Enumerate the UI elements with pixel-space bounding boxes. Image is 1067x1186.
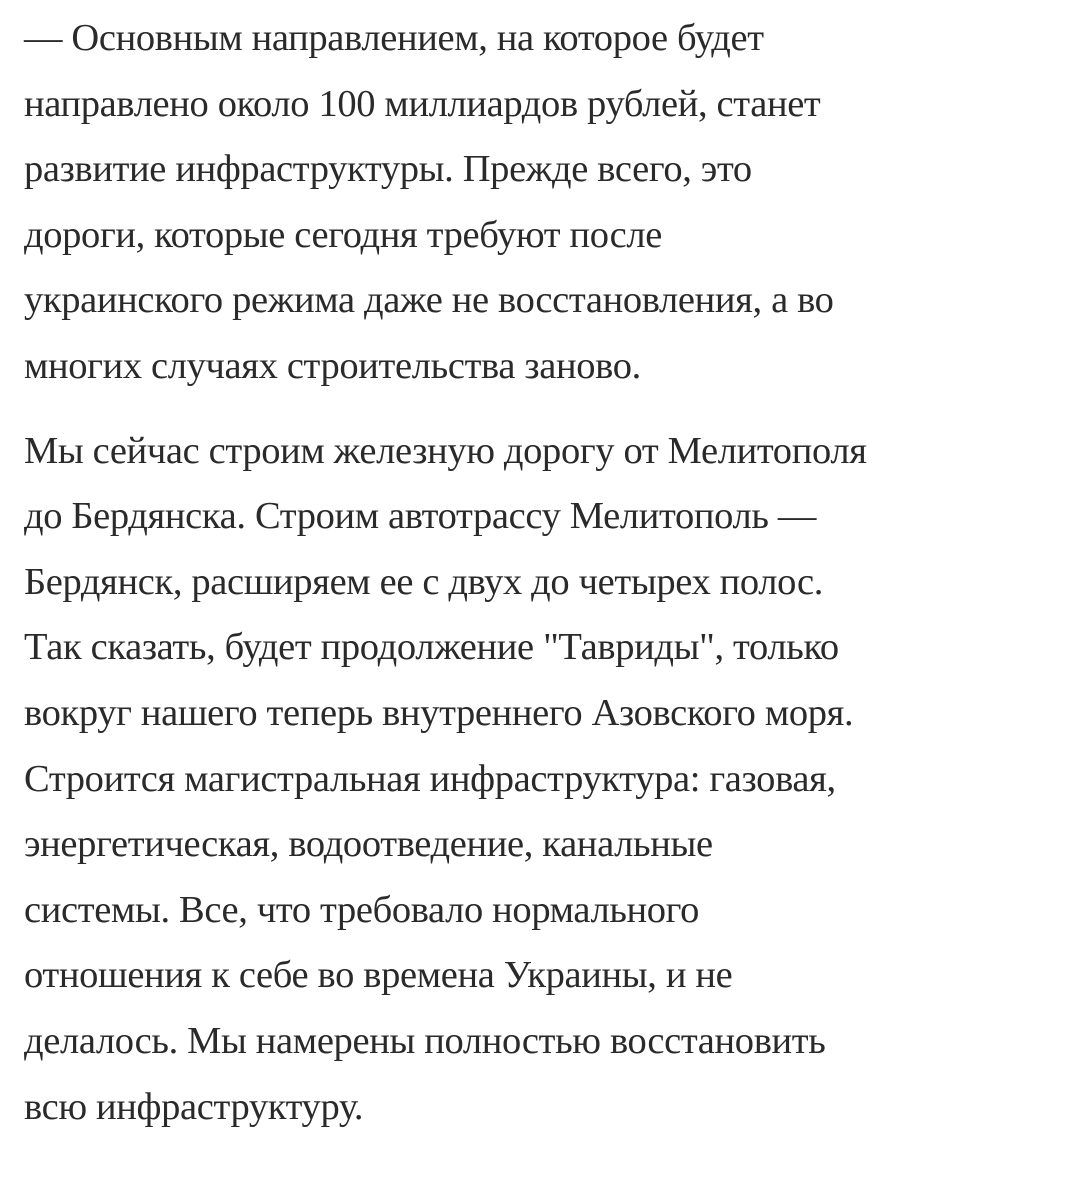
paragraph-line: Строится магистральная инфраструктура: газовая, <box>24 757 836 800</box>
paragraph <box>24 6 1064 400</box>
paragraph-line: развитие инфраструктуры. Прежде всего, это <box>24 148 752 191</box>
paragraph-line: вокруг нашего теперь внутреннего Азовского моря. <box>24 691 854 734</box>
paragraph <box>24 419 1064 1141</box>
paragraph-line: до Бердянска. Строим автотрассу Мелитополь — <box>24 495 816 538</box>
paragraph-line: многих случаях строительства заново. <box>24 344 641 387</box>
paragraph-line: Так сказать, будет продолжение "Тавриды", только <box>24 626 839 669</box>
paragraph-line: всю инфраструктуру. <box>24 1085 364 1128</box>
paragraph-line: системы. Все, что требовало нормального <box>24 888 700 931</box>
article-body <box>24 6 1064 1140</box>
paragraph-line: отношения к себе во времена Украины, и не <box>24 954 733 997</box>
paragraph-line: Мы сейчас строим железную дорогу от Мелитополя <box>24 429 867 472</box>
paragraph-line: Бердянск, расширяем ее с двух до четырех полос. <box>24 560 824 603</box>
paragraph-line: делалось. Мы намерены полностью восстановить <box>24 1019 826 1062</box>
paragraph-line: дороги, которые сегодня требуют после <box>24 213 662 256</box>
paragraph-line: — Основным направлением, на которое будет <box>24 17 764 59</box>
paragraph-line: энергетическая, водоотведение, канальные <box>24 823 713 866</box>
paragraph-line: украинского режима даже не восстановления, а во <box>24 279 834 322</box>
paragraph-line: направлено около 100 миллиардов рублей, станет <box>24 82 821 125</box>
